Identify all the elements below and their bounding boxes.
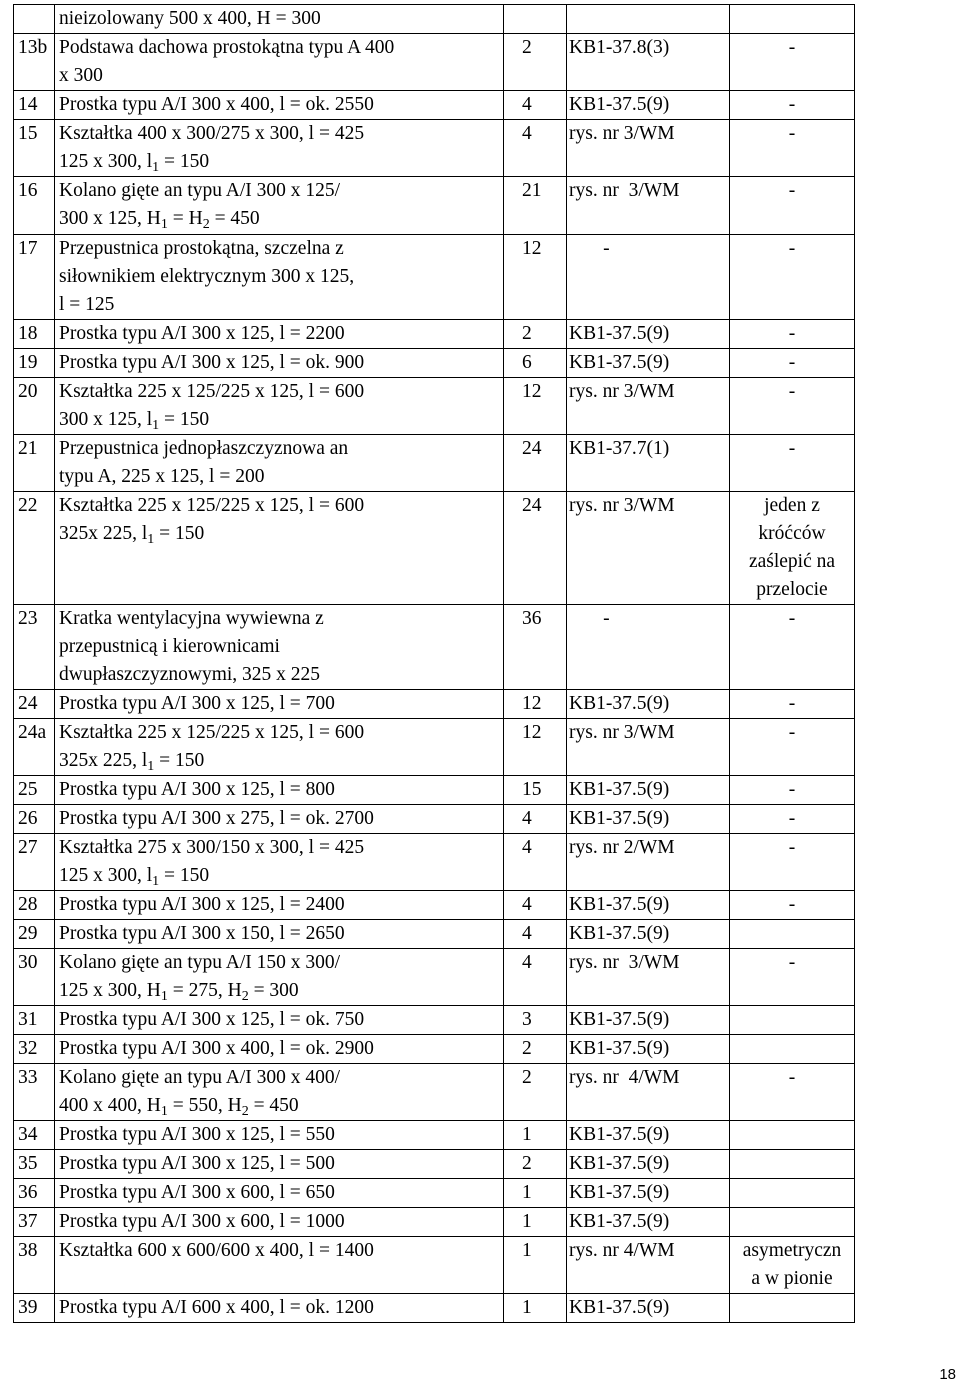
item-reference: KB1-37.5(9) (567, 1179, 730, 1208)
item-quantity: 4 (504, 920, 567, 949)
item-description: Prostka typu A/I 300 x 125, l = 2400 (55, 891, 504, 920)
item-description: Przepustnica jednopłaszczyznowa an typu A, 225 x 125, l = 200 (55, 435, 504, 492)
item-remarks: - (730, 776, 855, 805)
item-remarks: - (730, 690, 855, 719)
item-quantity: 4 (504, 805, 567, 834)
item-quantity: 24 (504, 492, 567, 605)
item-reference: - (567, 235, 730, 320)
item-reference: KB1-37.5(9) (567, 349, 730, 378)
item-description: Prostka typu A/I 300 x 600, l = 1000 (55, 1208, 504, 1237)
table-row (14, 1294, 855, 1323)
item-remarks: - (730, 1064, 855, 1121)
item-reference: KB1-37.5(9) (567, 1294, 730, 1323)
item-remarks: - (730, 235, 855, 320)
item-number: 25 (14, 776, 55, 805)
table-row (14, 34, 855, 91)
item-quantity: 15 (504, 776, 567, 805)
item-description: Kształtka 275 x 300/150 x 300, l = 425 125 x 300, $l_1 = 150$ (55, 834, 504, 891)
item-reference: rys. nr 4/WM (567, 1237, 730, 1294)
item-description: Kratka wentylacyjna wywiewna z przepustnicą i kierownicami dwupłaszczyznowymi, 325 x 225 (55, 605, 504, 690)
item-remarks (730, 1294, 855, 1323)
table-row (14, 949, 855, 1006)
item-description: Prostka typu A/I 300 x 125, l = ok. 900 (55, 349, 504, 378)
item-number: 26 (14, 805, 55, 834)
item-remarks: - (730, 605, 855, 690)
item-reference: rys. nr 3/WM (567, 177, 730, 235)
table-row (14, 91, 855, 120)
item-number (14, 5, 55, 34)
item-description: Prostka typu A/I 300 x 125, l = 2200 (55, 320, 504, 349)
item-remarks: - (730, 177, 855, 235)
table-row (14, 378, 855, 435)
item-remarks: - (730, 719, 855, 776)
item-remarks: - (730, 120, 855, 177)
table-row (14, 349, 855, 378)
item-quantity: 3 (504, 1006, 567, 1035)
item-remarks (730, 1035, 855, 1064)
item-quantity: 2 (504, 1064, 567, 1121)
item-quantity: 1 (504, 1208, 567, 1237)
item-reference: KB1-37.5(9) (567, 1035, 730, 1064)
item-number: 15 (14, 120, 55, 177)
item-remarks: - (730, 320, 855, 349)
item-description: Prostka typu A/I 300 x 275, l = ok. 2700 (55, 805, 504, 834)
item-remarks: - (730, 834, 855, 891)
item-quantity: 1 (504, 1237, 567, 1294)
item-reference: KB1-37.8(3) (567, 34, 730, 91)
item-description: Kształtka 225 x 125/225 x 125, l = 600 325x 225, $l_1 = 150$ (55, 492, 504, 605)
item-quantity: 12 (504, 719, 567, 776)
item-quantity: 12 (504, 235, 567, 320)
item-reference: KB1-37.5(9) (567, 776, 730, 805)
item-remarks (730, 1150, 855, 1179)
item-description: Prostka typu A/I 300 x 150, l = 2650 (55, 920, 504, 949)
item-description: Kształtka 225 x 125/225 x 125, l = 600 325x 225, $l_1 = 150$ (55, 719, 504, 776)
item-description: Prostka typu A/I 300 x 125, l = 700 (55, 690, 504, 719)
table-row (14, 1150, 855, 1179)
item-number: 38 (14, 1237, 55, 1294)
item-number: 37 (14, 1208, 55, 1237)
item-number: 19 (14, 349, 55, 378)
item-number: 39 (14, 1294, 55, 1323)
item-number: 36 (14, 1179, 55, 1208)
item-reference (567, 5, 730, 34)
item-reference: KB1-37.5(9) (567, 1208, 730, 1237)
table-body (14, 5, 855, 1323)
item-description: Prostka typu A/I 300 x 125, l = 550 (55, 1121, 504, 1150)
item-description: Prostka typu A/I 300 x 125, l = 800 (55, 776, 504, 805)
item-quantity: 4 (504, 949, 567, 1006)
table-row (14, 177, 855, 235)
item-remarks: - (730, 435, 855, 492)
item-description: Kolano gięte an typu A/I 300 x 125/ 300 x 125, $H_1 = H_2 = 450$ (55, 177, 504, 235)
table-row (14, 1121, 855, 1150)
item-quantity: 12 (504, 378, 567, 435)
item-quantity: 4 (504, 120, 567, 177)
item-remarks (730, 1208, 855, 1237)
item-number: 33 (14, 1064, 55, 1121)
table-row (14, 891, 855, 920)
item-reference: KB1-37.5(9) (567, 805, 730, 834)
item-quantity: 1 (504, 1121, 567, 1150)
item-description: Prostka typu A/I 300 x 400, l = ok. 2550 (55, 91, 504, 120)
item-reference: KB1-37.5(9) (567, 1150, 730, 1179)
item-quantity: 2 (504, 1150, 567, 1179)
item-reference: KB1-37.5(9) (567, 91, 730, 120)
table-row (14, 492, 855, 605)
item-quantity: 36 (504, 605, 567, 690)
item-number: 20 (14, 378, 55, 435)
item-number: 27 (14, 834, 55, 891)
item-description: Prostka typu A/I 300 x 125, l = ok. 750 (55, 1006, 504, 1035)
item-quantity: 21 (504, 177, 567, 235)
item-remarks: - (730, 34, 855, 91)
item-quantity: 1 (504, 1179, 567, 1208)
item-remarks: - (730, 91, 855, 120)
item-quantity: 2 (504, 1035, 567, 1064)
item-description: nieizolowany 500 x 400, H = 300 (55, 5, 504, 34)
item-remarks: - (730, 805, 855, 834)
item-number: 28 (14, 891, 55, 920)
item-number: 24a (14, 719, 55, 776)
item-description: Kształtka 600 x 600/600 x 400, l = 1400 (55, 1237, 504, 1294)
item-reference: rys. nr 3/WM (567, 949, 730, 1006)
item-reference: KB1-37.7(1) (567, 435, 730, 492)
table-row (14, 805, 855, 834)
table-row (14, 1179, 855, 1208)
item-quantity: 12 (504, 690, 567, 719)
item-description: Prostka typu A/I 600 x 400, l = ok. 1200 (55, 1294, 504, 1323)
item-reference: KB1-37.5(9) (567, 891, 730, 920)
item-quantity: 24 (504, 435, 567, 492)
item-reference: rys. nr 2/WM (567, 834, 730, 891)
table-row (14, 690, 855, 719)
item-reference: rys. nr 3/WM (567, 492, 730, 605)
table-row (14, 834, 855, 891)
item-reference: rys. nr 3/WM (567, 120, 730, 177)
item-remarks (730, 5, 855, 34)
item-number: 17 (14, 235, 55, 320)
table-row (14, 719, 855, 776)
item-number: 16 (14, 177, 55, 235)
item-reference: - (567, 605, 730, 690)
item-number: 32 (14, 1035, 55, 1064)
table-row (14, 920, 855, 949)
item-reference: KB1-37.5(9) (567, 690, 730, 719)
table-row (14, 235, 855, 320)
page-number: 18 (939, 1366, 956, 1383)
item-remarks (730, 1121, 855, 1150)
item-number: 14 (14, 91, 55, 120)
item-remarks: - (730, 349, 855, 378)
table-row (14, 320, 855, 349)
ductwork-specification-table (13, 4, 855, 1323)
item-remarks (730, 920, 855, 949)
item-description: Prostka typu A/I 300 x 600, l = 650 (55, 1179, 504, 1208)
item-description: Kolano gięte an typu A/I 150 x 300/ 125 x 300, $H_1 = 275$, $H_2 = 300$ (55, 949, 504, 1006)
item-quantity: 4 (504, 891, 567, 920)
item-number: 18 (14, 320, 55, 349)
item-description: Podstawa dachowa prostokątna typu A 400 x 300 (55, 34, 504, 91)
item-description: Przepustnica prostokątna, szczelna z siłownikiem elektrycznym 300 x 125, l = 125 (55, 235, 504, 320)
item-description: Kształtka 225 x 125/225 x 125, l = 600 300 x 125, $l_1 = 150$ (55, 378, 504, 435)
item-description: Kolano gięte an typu A/I 300 x 400/ 400 x 400, $H_1 = 550$, $H_2 = 450$ (55, 1064, 504, 1121)
item-quantity (504, 5, 567, 34)
item-reference: KB1-37.5(9) (567, 1121, 730, 1150)
item-quantity: 2 (504, 320, 567, 349)
item-remarks: - (730, 378, 855, 435)
table-row (14, 435, 855, 492)
item-number: 31 (14, 1006, 55, 1035)
table-row (14, 1237, 855, 1294)
table-row (14, 1006, 855, 1035)
item-number: 34 (14, 1121, 55, 1150)
item-number: 22 (14, 492, 55, 605)
item-quantity: 6 (504, 349, 567, 378)
item-reference: KB1-37.5(9) (567, 320, 730, 349)
item-reference: rys. nr 3/WM (567, 378, 730, 435)
item-quantity: 4 (504, 91, 567, 120)
item-remarks (730, 1179, 855, 1208)
item-number: 23 (14, 605, 55, 690)
table-row (14, 605, 855, 690)
item-reference: KB1-37.5(9) (567, 920, 730, 949)
item-remarks (730, 1006, 855, 1035)
item-reference: rys. nr 3/WM (567, 719, 730, 776)
item-description: Kształtka 400 x 300/275 x 300, l = 425 125 x 300, $l_1 = 150$ (55, 120, 504, 177)
item-number: 21 (14, 435, 55, 492)
item-number: 35 (14, 1150, 55, 1179)
table-row (14, 776, 855, 805)
item-remarks: - (730, 891, 855, 920)
item-remarks: asymetryczn a w pionie (730, 1237, 855, 1294)
item-reference: KB1-37.5(9) (567, 1006, 730, 1035)
item-remarks: - (730, 949, 855, 1006)
item-quantity: 2 (504, 34, 567, 91)
item-description: Prostka typu A/I 300 x 125, l = 500 (55, 1150, 504, 1179)
table-row (14, 120, 855, 177)
item-number: 30 (14, 949, 55, 1006)
table-row (14, 5, 855, 34)
table-row (14, 1208, 855, 1237)
item-reference: rys. nr 4/WM (567, 1064, 730, 1121)
item-description: Prostka typu A/I 300 x 400, l = ok. 2900 (55, 1035, 504, 1064)
item-number: 29 (14, 920, 55, 949)
item-remarks: jeden z króćców zaślepić na przelocie (730, 492, 855, 605)
item-quantity: 1 (504, 1294, 567, 1323)
item-number: 24 (14, 690, 55, 719)
item-quantity: 4 (504, 834, 567, 891)
item-number: 13b (14, 34, 55, 91)
table-row (14, 1064, 855, 1121)
table-row (14, 1035, 855, 1064)
